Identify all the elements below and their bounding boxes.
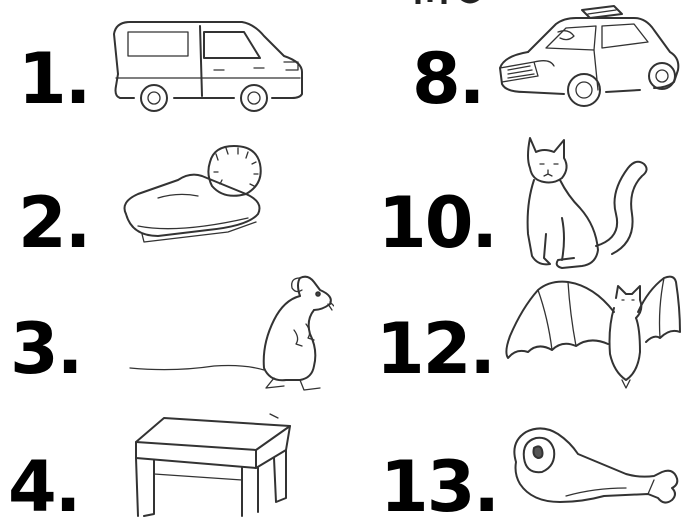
item-number-8: 8.	[412, 38, 484, 120]
item-number-12: 12.	[376, 308, 495, 390]
item-number-2: 2.	[18, 182, 90, 264]
item-number-3: 3.	[10, 308, 82, 390]
mouse-icon	[124, 270, 334, 400]
item-number-13: 13.	[380, 446, 499, 528]
bat-icon	[498, 268, 682, 392]
ham-icon	[508, 424, 682, 510]
slipper-icon	[118, 142, 268, 246]
van-icon	[104, 12, 306, 112]
taxi-icon	[494, 2, 682, 110]
item-number-10: 10.	[378, 182, 497, 264]
item-number-1: 1.	[18, 38, 90, 120]
cat-icon	[516, 134, 656, 274]
item-number-4: 4.	[8, 446, 80, 528]
stool-icon	[126, 406, 298, 518]
